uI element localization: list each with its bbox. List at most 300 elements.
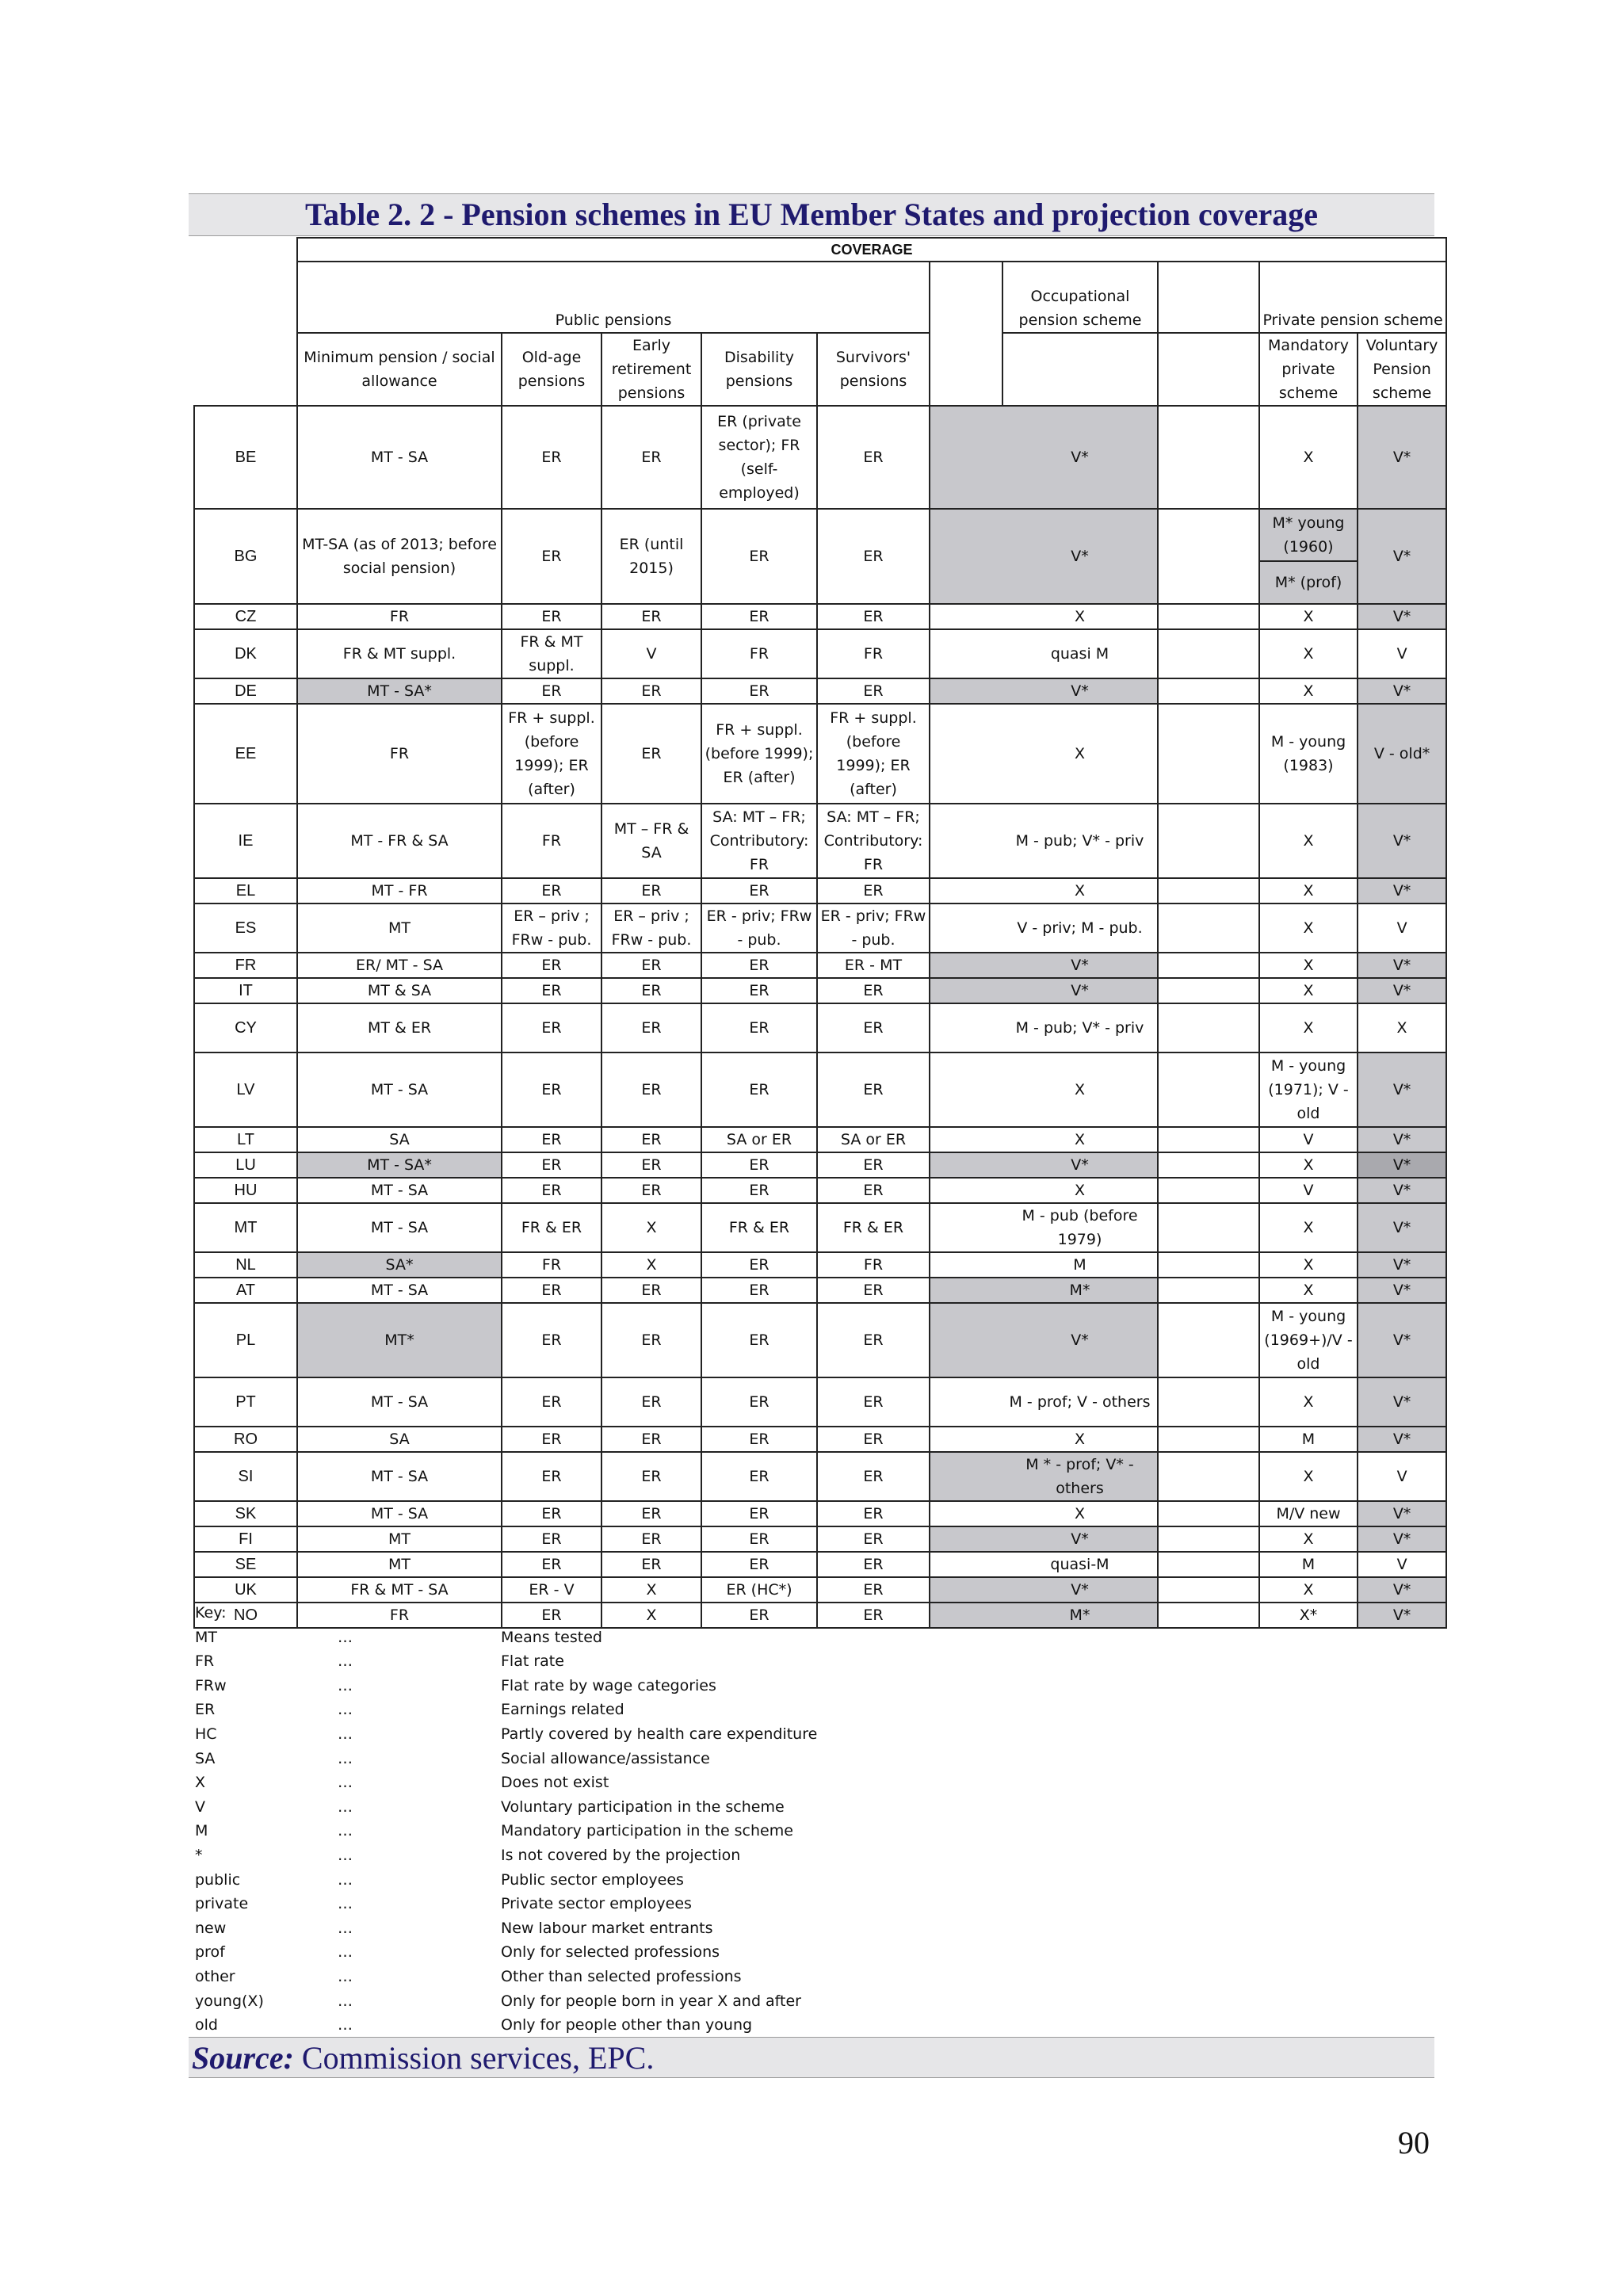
cell-minimum: FR [297,704,502,804]
cell-voluntary: V* [1358,953,1446,978]
key-abbr: public [195,1870,241,1889]
cell-occupational: V* [1002,406,1158,509]
cell-old-age: ER [502,953,601,978]
country-code: HU [194,1178,297,1203]
cell-minimum: MT [297,1526,502,1552]
cell-mandatory: M* young (1960) [1259,509,1358,561]
cell-survivors: ER [817,1427,930,1452]
cell-occupational: X [1002,1427,1158,1452]
key-desc: Private sector employees [501,1895,692,1913]
cell-mandatory: X [1259,406,1358,509]
cell-survivors: SA: MT – FR; Contributory: FR [817,804,930,878]
cell-mandatory: M [1259,1427,1358,1452]
cell-minimum: SA [297,1127,502,1152]
cell-early: ER [601,953,701,978]
cell-minimum: MT & SA [297,978,502,1003]
cell-mandatory: V [1259,1127,1358,1152]
key-desc: Mandatory participation in the scheme [501,1822,793,1840]
cell-occupational: M [1002,1252,1158,1278]
cell-early: ER [601,678,701,704]
country-code: PT [194,1377,297,1427]
country-code: EE [194,704,297,804]
cell-minimum: SA* [297,1252,502,1278]
key-entry [195,1940,1384,1965]
cell-early: ER [601,1377,701,1427]
cell-voluntary: V* [1358,604,1446,629]
cell-occupational: M* [1002,1278,1158,1303]
cell-mandatory: M/V new [1259,1501,1358,1526]
cell-minimum: ER/ MT - SA [297,953,502,978]
table-row [194,1427,1446,1452]
cell-mandatory: X [1259,1152,1358,1178]
cell-survivors: FR [817,629,930,678]
cell-mandatory: M - young (1983) [1259,704,1358,804]
cell-old-age: ER [502,1501,601,1526]
cell-occupational: M - pub; V* - priv [1002,1003,1158,1052]
table-row [194,904,1446,953]
key-abbr: old [195,2016,218,2034]
cell-minimum: FR & MT - SA [297,1577,502,1603]
cell-survivors: ER [817,1152,930,1178]
cell-disability: ER [701,978,817,1003]
table-row [194,1052,1446,1127]
key-dots: … [338,1652,353,1671]
cell-disability: ER - priv; FRw - pub. [701,904,817,953]
cell-disability: ER [701,1552,817,1577]
cell-voluntary: V [1358,904,1446,953]
cell-voluntary: V* [1358,1377,1446,1427]
cell-mandatory: M [1259,1552,1358,1577]
key-desc: Only for selected professions [501,1943,720,1962]
cell-survivors: ER [817,1278,930,1303]
table-row [194,978,1446,1003]
country-code: DE [194,678,297,704]
col-header-minimum: Minimum pension / social allowance [297,333,502,406]
cell-mandatory: X [1259,904,1358,953]
key-dots: … [338,2016,353,2034]
country-code: SE [194,1552,297,1577]
key-label: Key: [195,1604,227,1622]
cell-voluntary: V* [1358,1152,1446,1178]
col-header-survivors: Survivors' pensions [817,333,930,406]
cell-mandatory: X [1259,978,1358,1003]
key-dots: … [338,1919,353,1937]
cell-old-age: ER [502,1526,601,1552]
cell-occupational: M - pub (before 1979) [1002,1203,1158,1252]
cell-old-age: ER [502,1127,601,1152]
key-desc: Public sector employees [501,1870,684,1889]
cell-minimum: FR & MT suppl. [297,629,502,678]
cell-minimum: MT - FR & SA [297,804,502,878]
key-entry [195,1674,1384,1698]
key-abbr: other [195,1967,235,1985]
key-desc: Earnings related [501,1701,624,1719]
cell-minimum: FR [297,604,502,629]
cell-disability: ER [701,1526,817,1552]
country-code: NO [194,1603,297,1628]
cell-survivors: ER [817,1377,930,1427]
cell-minimum: MT - SA [297,1452,502,1501]
page-number: 90 [1398,2125,1430,2160]
cell-old-age: ER [502,1003,601,1052]
cell-occupational: M* [1002,1603,1158,1628]
key-dots: … [338,1797,353,1816]
key-desc: Only for people other than young [501,2016,753,2034]
cell-survivors: ER [817,1303,930,1377]
country-code: LT [194,1127,297,1152]
cell-mandatory: V [1259,1178,1358,1203]
cell-minimum: MT - SA [297,1052,502,1127]
cell-disability: ER [701,604,817,629]
cell-early: ER [601,1052,701,1127]
cell-occupational: X [1002,1178,1158,1203]
key-abbr: V [195,1797,205,1816]
cell-mandatory-2: M* (prof) [1259,561,1358,604]
cell-early: ER – priv ; FRw - pub. [601,904,701,953]
key-abbr: private [195,1895,249,1913]
country-code: EL [194,878,297,904]
cell-minimum: MT - SA [297,1377,502,1427]
cell-old-age: ER [502,878,601,904]
cell-disability: ER (private sector); FR (self-employed) [701,406,817,509]
cell-voluntary: V* [1358,1577,1446,1603]
cell-early: ER [601,1526,701,1552]
key-entry [195,1965,1384,1989]
cell-survivors: ER [817,1501,930,1526]
cell-old-age: FR [502,1252,601,1278]
cell-mandatory: X [1259,804,1358,878]
key-desc: Means tested [501,1628,602,1646]
key-dots: … [338,1725,353,1743]
cell-survivors: ER [817,1603,930,1628]
cell-early: ER [601,1452,701,1501]
table-row [194,1526,1446,1552]
cell-early: ER [601,406,701,509]
cell-old-age: ER [502,678,601,704]
cell-mandatory: M - young (1971); V - old [1259,1052,1358,1127]
key-desc: Flat rate by wage categories [501,1676,716,1694]
cell-survivors: ER - MT [817,953,930,978]
cell-early: ER [601,1127,701,1152]
cell-voluntary: V* [1358,878,1446,904]
key-dots: … [338,1992,353,2010]
key-entry [195,1916,1384,1941]
col-header-early: Early retirement pensions [601,333,701,406]
cell-old-age: FR & ER [502,1203,601,1252]
cell-disability: ER [701,1377,817,1427]
cell-voluntary: X [1358,1003,1446,1052]
public-pensions-header: Public pensions [297,262,930,333]
cell-mandatory: M - young (1969+)/V - old [1259,1303,1358,1377]
cell-occupational: V* [1002,953,1158,978]
cell-disability: ER [701,1152,817,1178]
key-desc: Partly covered by health care expenditure [501,1725,818,1743]
key-dots: … [338,1846,353,1864]
key-abbr: young(X) [195,1992,264,2010]
cell-early: ER [601,604,701,629]
key-abbr: SA [195,1749,216,1767]
cell-old-age: ER [502,1603,601,1628]
cell-voluntary: V* [1358,1278,1446,1303]
cell-early: X [601,1603,701,1628]
key-desc: Flat rate [501,1652,564,1671]
coverage-header: COVERAGE [297,238,1446,262]
table-row [194,1552,1446,1577]
col-header-mandatory: Mandatory private scheme [1259,333,1358,406]
cell-occupational: X [1002,604,1158,629]
cell-voluntary: V - old* [1358,704,1446,804]
table-row [194,629,1446,678]
cell-minimum: MT - SA [297,1203,502,1252]
col-header-voluntary: Voluntary Pension scheme [1358,333,1446,406]
cell-survivors: ER [817,1577,930,1603]
table-row [194,406,1446,509]
cell-disability: ER [701,1501,817,1526]
key-entry [195,1649,1384,1674]
key-entry [195,1892,1384,1916]
cell-disability: FR + suppl. (before 1999); ER (after) [701,704,817,804]
table-row [194,1152,1446,1178]
cell-survivors: ER [817,978,930,1003]
key-dots: … [338,1701,353,1719]
cell-minimum: FR [297,1603,502,1628]
key-abbr: M [195,1822,208,1840]
table-row [194,1577,1446,1603]
cell-disability: ER [701,509,817,604]
key-abbr: HC [195,1725,217,1743]
cell-early: X [601,1203,701,1252]
key-abbr: prof [195,1943,225,1962]
cell-old-age: FR & MT suppl. [502,629,601,678]
country-code: DK [194,629,297,678]
cell-disability: ER (HC*) [701,1577,817,1603]
country-code: SK [194,1501,297,1526]
country-code: UK [194,1577,297,1603]
key-dots: … [338,1628,353,1646]
cell-early: MT – FR & SA [601,804,701,878]
table-row [194,1203,1446,1252]
country-code: RO [194,1427,297,1452]
country-code: IE [194,804,297,878]
table-row [194,1127,1446,1152]
cell-minimum: MT [297,904,502,953]
cell-occupational: V* [1002,1152,1158,1178]
cell-disability: SA or ER [701,1127,817,1152]
table-row [194,604,1446,629]
key-entry [195,1771,1384,1795]
cell-early: ER [601,1501,701,1526]
cell-disability: ER [701,1252,817,1278]
cell-minimum: SA [297,1427,502,1452]
key-abbr: new [195,1919,227,1937]
cell-disability: ER [701,1427,817,1452]
cell-minimum: MT - SA* [297,1152,502,1178]
cell-minimum: MT* [297,1303,502,1377]
cell-minimum: MT - SA [297,1278,502,1303]
cell-old-age: ER [502,1303,601,1377]
cell-mandatory: X [1259,953,1358,978]
cell-voluntary: V* [1358,1127,1446,1152]
cell-minimum: MT [297,1552,502,1577]
key-dots: … [338,1822,353,1840]
table-row [194,1452,1446,1501]
key-entry [195,1843,1384,1868]
cell-early: ER (until 2015) [601,509,701,604]
country-code: NL [194,1252,297,1278]
cell-early: ER [601,978,701,1003]
cell-mandatory: X [1259,1526,1358,1552]
cell-survivors: SA or ER [817,1127,930,1152]
cell-disability: ER [701,953,817,978]
cell-occupational: X [1002,878,1158,904]
cell-voluntary: V* [1358,978,1446,1003]
cell-survivors: ER [817,1052,930,1127]
cell-voluntary: V* [1358,1526,1446,1552]
cell-occupational: X [1002,1127,1158,1152]
cell-occupational: quasi-M [1002,1552,1158,1577]
cell-old-age: ER [502,1052,601,1127]
cell-old-age: ER [502,1452,601,1501]
cell-occupational: V - priv; M - pub. [1002,904,1158,953]
cell-old-age: ER [502,1278,601,1303]
cell-mandatory: X [1259,1003,1358,1052]
occupational-header: Occupational pension scheme [1002,262,1158,333]
cell-voluntary: V* [1358,1303,1446,1377]
cell-minimum: MT - FR [297,878,502,904]
cell-voluntary: V* [1358,804,1446,878]
cell-old-age: FR [502,804,601,878]
cell-disability: FR [701,629,817,678]
pension-schemes-table [193,237,1447,1629]
key-entry [195,1626,1384,1650]
country-code: CZ [194,604,297,629]
cell-voluntary: V [1358,1452,1446,1501]
cell-survivors: FR & ER [817,1203,930,1252]
key-desc: Is not covered by the projection [501,1846,741,1864]
country-code: MT [194,1203,297,1252]
cell-early: X [601,1577,701,1603]
table-row [194,509,1446,561]
cell-disability: FR & ER [701,1203,817,1252]
cell-occupational: X [1002,1052,1158,1127]
key-desc: New labour market entrants [501,1919,713,1937]
cell-disability: ER [701,1603,817,1628]
key-abbr: FR [195,1652,215,1671]
country-code: LV [194,1052,297,1127]
cell-occupational: V* [1002,1303,1158,1377]
cell-mandatory: X [1259,1278,1358,1303]
key-entry [195,1698,1384,1722]
cell-voluntary: V* [1358,1501,1446,1526]
key-dots: … [338,1676,353,1694]
cell-mandatory: X [1259,1203,1358,1252]
cell-early: ER [601,1178,701,1203]
cell-mandatory: X [1259,1452,1358,1501]
cell-old-age: ER [502,1152,601,1178]
table-row [194,804,1446,878]
cell-survivors: ER [817,878,930,904]
cell-early: X [601,1252,701,1278]
country-code: BE [194,406,297,509]
cell-old-age: ER - V [502,1577,601,1603]
cell-occupational: M * - prof; V* - others [1002,1452,1158,1501]
country-code: SI [194,1452,297,1501]
cell-old-age: ER [502,1377,601,1427]
cell-old-age: ER [502,406,601,509]
key-abbr: ER [195,1701,216,1719]
cell-survivors: ER - priv; FRw - pub. [817,904,930,953]
key-dots: … [338,1749,353,1767]
key-desc: Voluntary participation in the scheme [501,1797,785,1816]
cell-minimum: MT-SA (as of 2013; before social pension) [297,509,502,604]
cell-early: ER [601,1303,701,1377]
cell-voluntary: V* [1358,509,1446,604]
key-dots: … [338,1943,353,1962]
country-code: FI [194,1526,297,1552]
cell-voluntary: V* [1358,1603,1446,1628]
country-code: BG [194,509,297,604]
cell-occupational: V* [1002,1577,1158,1603]
country-code: CY [194,1003,297,1052]
cell-occupational: V* [1002,978,1158,1003]
cell-old-age: FR + suppl. (before 1999); ER (after) [502,704,601,804]
cell-survivors: ER [817,406,930,509]
cell-early: V [601,629,701,678]
cell-occupational: V* [1002,1526,1158,1552]
cell-old-age: ER [502,509,601,604]
table-row [194,1003,1446,1052]
key-entry [195,1795,1384,1820]
cell-old-age: ER [502,604,601,629]
cell-mandatory: X [1259,1252,1358,1278]
table-row [194,678,1446,704]
key-abbr: X [195,1774,206,1792]
key-entry [195,2013,1384,2038]
cell-mandatory: X [1259,604,1358,629]
cell-early: ER [601,1152,701,1178]
table-row [194,953,1446,978]
cell-voluntary: V* [1358,1427,1446,1452]
cell-disability: ER [701,1003,817,1052]
key-abbr: FRw [195,1676,227,1694]
cell-voluntary: V* [1358,406,1446,509]
key-desc: Only for people born in year X and after [501,1992,801,2010]
cell-disability: ER [701,1052,817,1127]
cell-disability: ER [701,878,817,904]
cell-disability: ER [701,678,817,704]
col-header-disability: Disability pensions [701,333,817,406]
table-row [194,1377,1446,1427]
cell-survivors: FR + suppl. (before 1999); ER (after) [817,704,930,804]
key-dots: … [338,1895,353,1913]
table-row [194,1303,1446,1377]
cell-early: ER [601,1552,701,1577]
col-header-old-age: Old-age pensions [502,333,601,406]
cell-voluntary: V* [1358,1178,1446,1203]
cell-voluntary: V [1358,629,1446,678]
cell-mandatory: X [1259,678,1358,704]
table-row [194,1178,1446,1203]
cell-disability: ER [701,1452,817,1501]
cell-survivors: FR [817,1252,930,1278]
table-row [194,1252,1446,1278]
key-desc: Social allowance/assistance [501,1749,710,1767]
key-entry [195,1819,1384,1843]
cell-old-age: ER [502,1427,601,1452]
cell-disability: SA: MT – FR; Contributory: FR [701,804,817,878]
cell-mandatory: X [1259,629,1358,678]
country-code: LU [194,1152,297,1178]
